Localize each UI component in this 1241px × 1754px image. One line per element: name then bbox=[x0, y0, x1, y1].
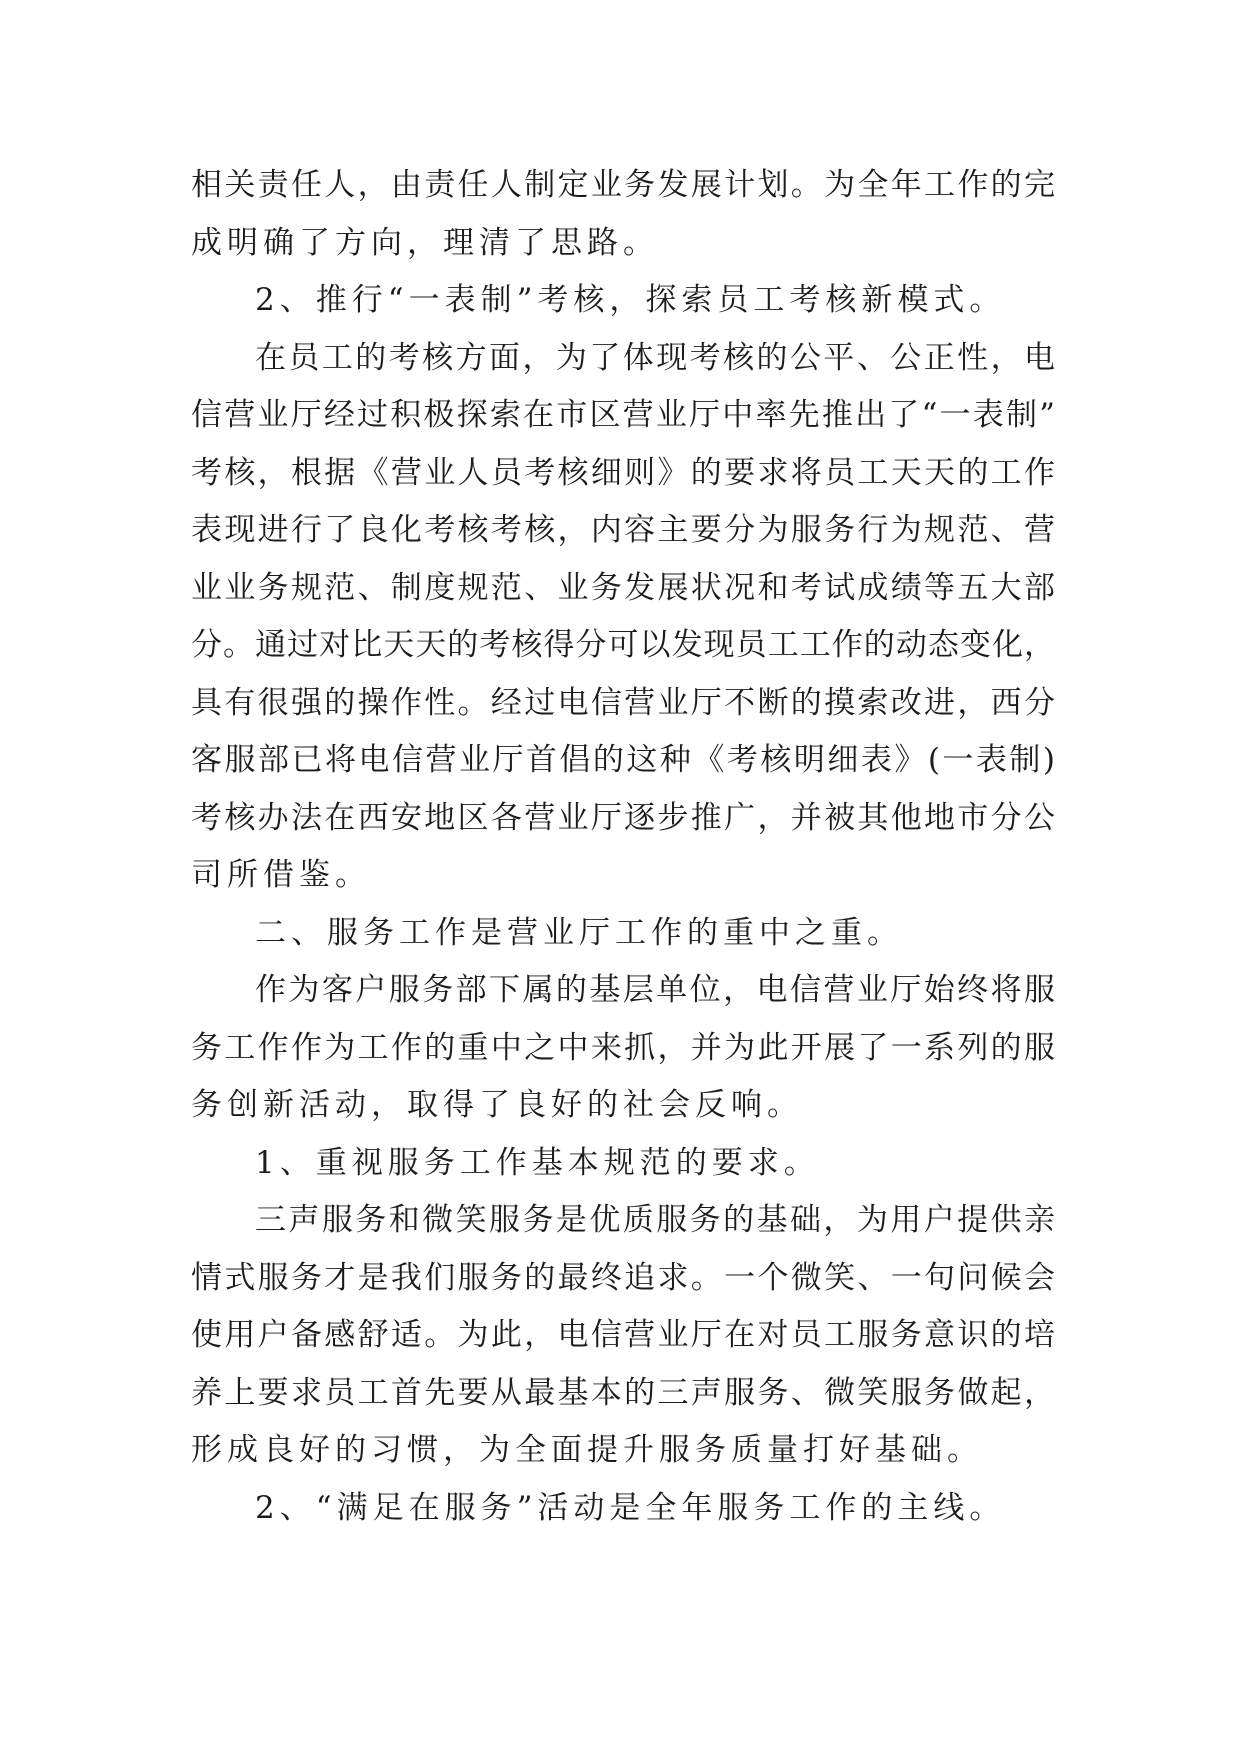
paragraph-p1 bbox=[191, 157, 1055, 272]
text-line: 务工作作为工作的重中之中来抓，并为此开展了一系列的服 bbox=[191, 1029, 1055, 1066]
paragraph-p3 bbox=[191, 330, 1055, 905]
text-line: 在员工的考核方面，为了体现考核的公平、公正性，电 bbox=[255, 339, 1055, 376]
text-line: 相关责任人，由责任人制定业务发展计划。为全年工作的完 bbox=[191, 167, 1055, 203]
section-heading bbox=[191, 1135, 1055, 1193]
section-heading bbox=[191, 1480, 1055, 1538]
paragraph-p5 bbox=[191, 962, 1055, 1135]
text-line: 表现进行了良化考核考核，内容主要分为服务行为规范、营 bbox=[191, 512, 1055, 548]
text-line: 作为客户服务部下属的基层单位，电信营业厅始终将服 bbox=[255, 972, 1055, 1008]
text-line: 具有很强的操作性。经过电信营业厅不断的摸索改进，西分 bbox=[191, 684, 1055, 721]
paragraph-p7 bbox=[191, 1192, 1055, 1480]
text-line: 信营业厅经过积极探索在市区营业厅中率先推出了“一表制” bbox=[191, 397, 1055, 433]
text-line: 考核，根据《营业人员考核细则》的要求将员工天天的工作 bbox=[191, 454, 1055, 491]
section-heading bbox=[191, 272, 1055, 330]
heading-line: 二、服务工作是营业厅工作的重中之重。 bbox=[255, 914, 903, 951]
text-line: 养上要求员工首先要从最基本的三声服务、微笑服务做起， bbox=[191, 1374, 1055, 1411]
text-line: 业业务规范、制度规范、业务发展状况和考试成绩等五大部 bbox=[191, 569, 1055, 606]
document-page bbox=[191, 157, 1055, 1537]
heading-line: 1、重视服务工作基本规范的要求。 bbox=[255, 1144, 820, 1181]
section-heading bbox=[191, 905, 1055, 963]
text-line: 形成良好的习惯，为全面提升服务质量打好基础。 bbox=[191, 1432, 983, 1468]
text-line: 考核办法在西安地区各营业厅逐步推广，并被其他地市分公 bbox=[191, 799, 1055, 836]
text-line: 客服部已将电信营业厅首倡的这种《考核明细表》(一表制) bbox=[191, 742, 1055, 778]
text-line: 务创新活动，取得了良好的社会反响。 bbox=[191, 1087, 803, 1123]
text-line: 分。通过对比天天的考核得分可以发现员工工作的动态变化， bbox=[191, 627, 1055, 663]
text-line: 三声服务和微笑服务是优质服务的基础，为用户提供亲 bbox=[255, 1202, 1055, 1238]
text-line: 情式服务才是我们服务的最终追求。一个微笑、一句问候会 bbox=[191, 1259, 1055, 1296]
heading-line: 2、“满足在服务”活动是全年服务工作的主线。 bbox=[255, 1489, 1006, 1526]
text-line: 使用户备感舒适。为此，电信营业厅在对员工服务意识的培 bbox=[191, 1317, 1055, 1353]
text-line: 司所借鉴。 bbox=[191, 857, 371, 893]
text-line: 成明确了方向，理清了思路。 bbox=[191, 224, 659, 261]
heading-line: 2、推行“一表制”考核，探索员工考核新模式。 bbox=[255, 282, 1006, 318]
